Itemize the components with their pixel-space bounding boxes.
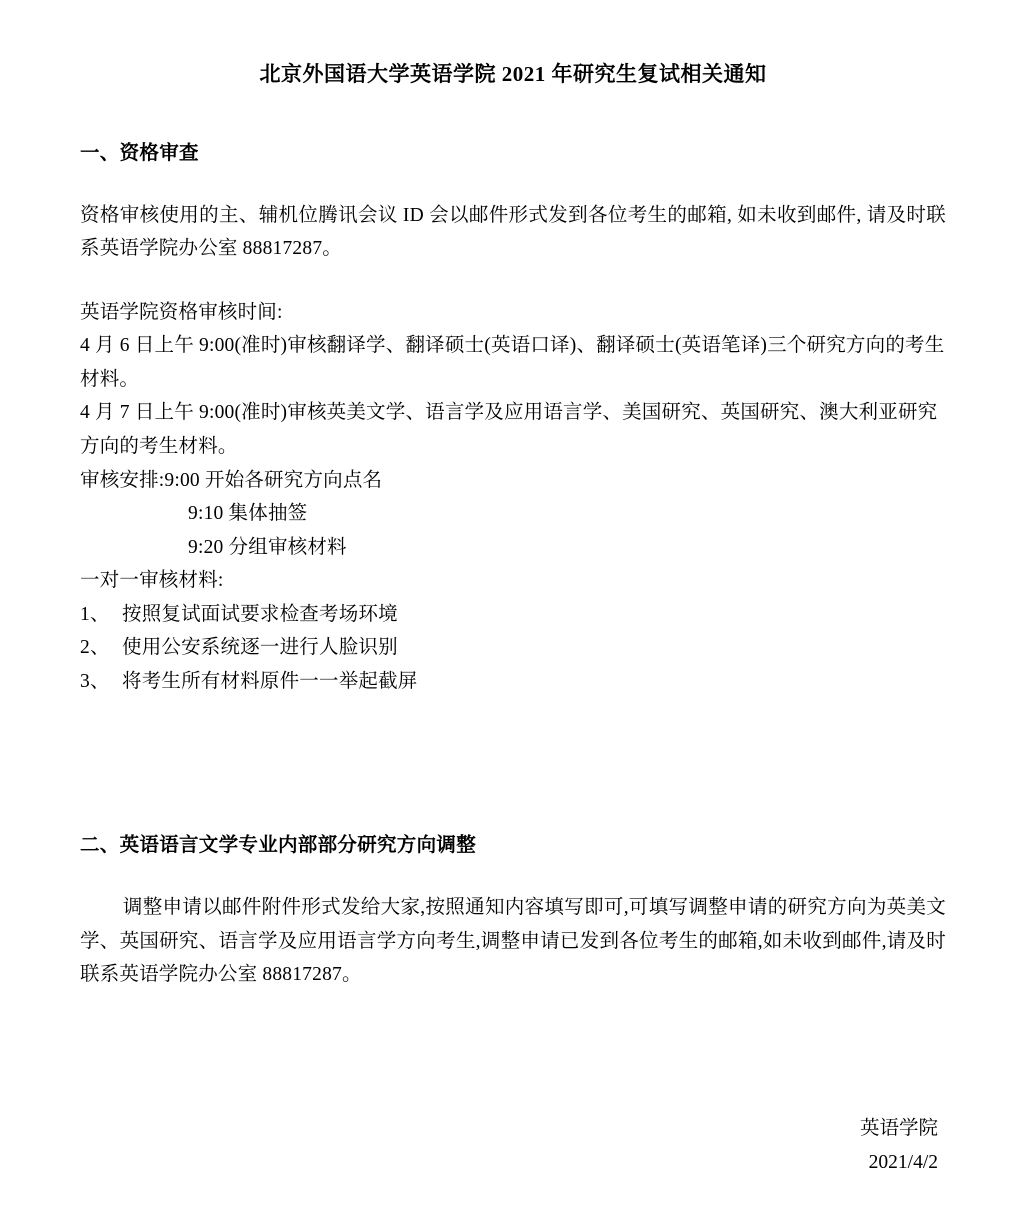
schedule-line-april6: 4 月 6 日上午 9:00(准时)审核翻译学、翻译硕士(英语口译)、翻译硕士(英语笔译)三个研究方向的考生材料。 — [80, 335, 945, 390]
page-title: 北京外国语大学英语学院 2021 年研究生复试相关通知 — [259, 62, 767, 86]
signature-block — [80, 1112, 946, 1180]
list-item — [80, 665, 946, 699]
list-item-number: 3、 — [80, 670, 110, 692]
schedule-line-april7: 4 月 7 日上午 9:00(准时)审核英美文学、语言学及应用语言学、美国研究、英国研究、澳大利亚研究方向的考生材料。 — [80, 402, 938, 457]
qualification-paragraph: 资格审核使用的主、辅机位腾讯会议 ID 会以邮件形式发到各位考生的邮箱, 如未收到邮件, 请及时联系英语学院办公室 88817287。 — [80, 204, 946, 260]
section-spacer — [80, 698, 946, 784]
list-item-number: 2、 — [80, 637, 110, 659]
schedule-lead: 英语学院资格审核时间: — [80, 301, 283, 323]
arrangement-item-910: 9:10 集体抽签 — [188, 503, 308, 525]
section-heading-adjustment: 二、英语语言文学专业内部部分研究方向调整 — [80, 835, 477, 857]
list-item-text: 按照复试面试要求检查考场环境 — [122, 603, 398, 625]
list-item-text: 使用公安系统逐一进行人脸识别 — [122, 637, 398, 659]
list-item — [80, 631, 946, 665]
list-item-text: 将考生所有材料原件一一举起截屏 — [122, 670, 418, 692]
section-heading-qualification: 一、资格审查 — [80, 142, 199, 164]
signature-organization: 英语学院 — [859, 1118, 938, 1139]
arrangement-lead: 审核安排:9:00 开始各研究方向点名 — [80, 469, 383, 491]
signature-date: 2021/4/2 — [868, 1152, 938, 1174]
adjustment-paragraph: 调整申请以邮件附件形式发给大家,按照通知内容填写即可,可填写调整申请的研究方向为英美文学、英国研究、语言学及应用语言学方向考生,调整申请已发到各位考生的邮箱,如未收到邮件,请及时联系英语学院办公室 88817287。 — [80, 897, 946, 986]
qualification-schedule-block — [80, 296, 946, 698]
arrangement-item-920: 9:20 分组审核材料 — [188, 536, 347, 558]
list-item — [80, 598, 946, 632]
one-on-one-lead: 一对一审核材料: — [80, 570, 224, 592]
list-item-number: 1、 — [80, 603, 110, 625]
